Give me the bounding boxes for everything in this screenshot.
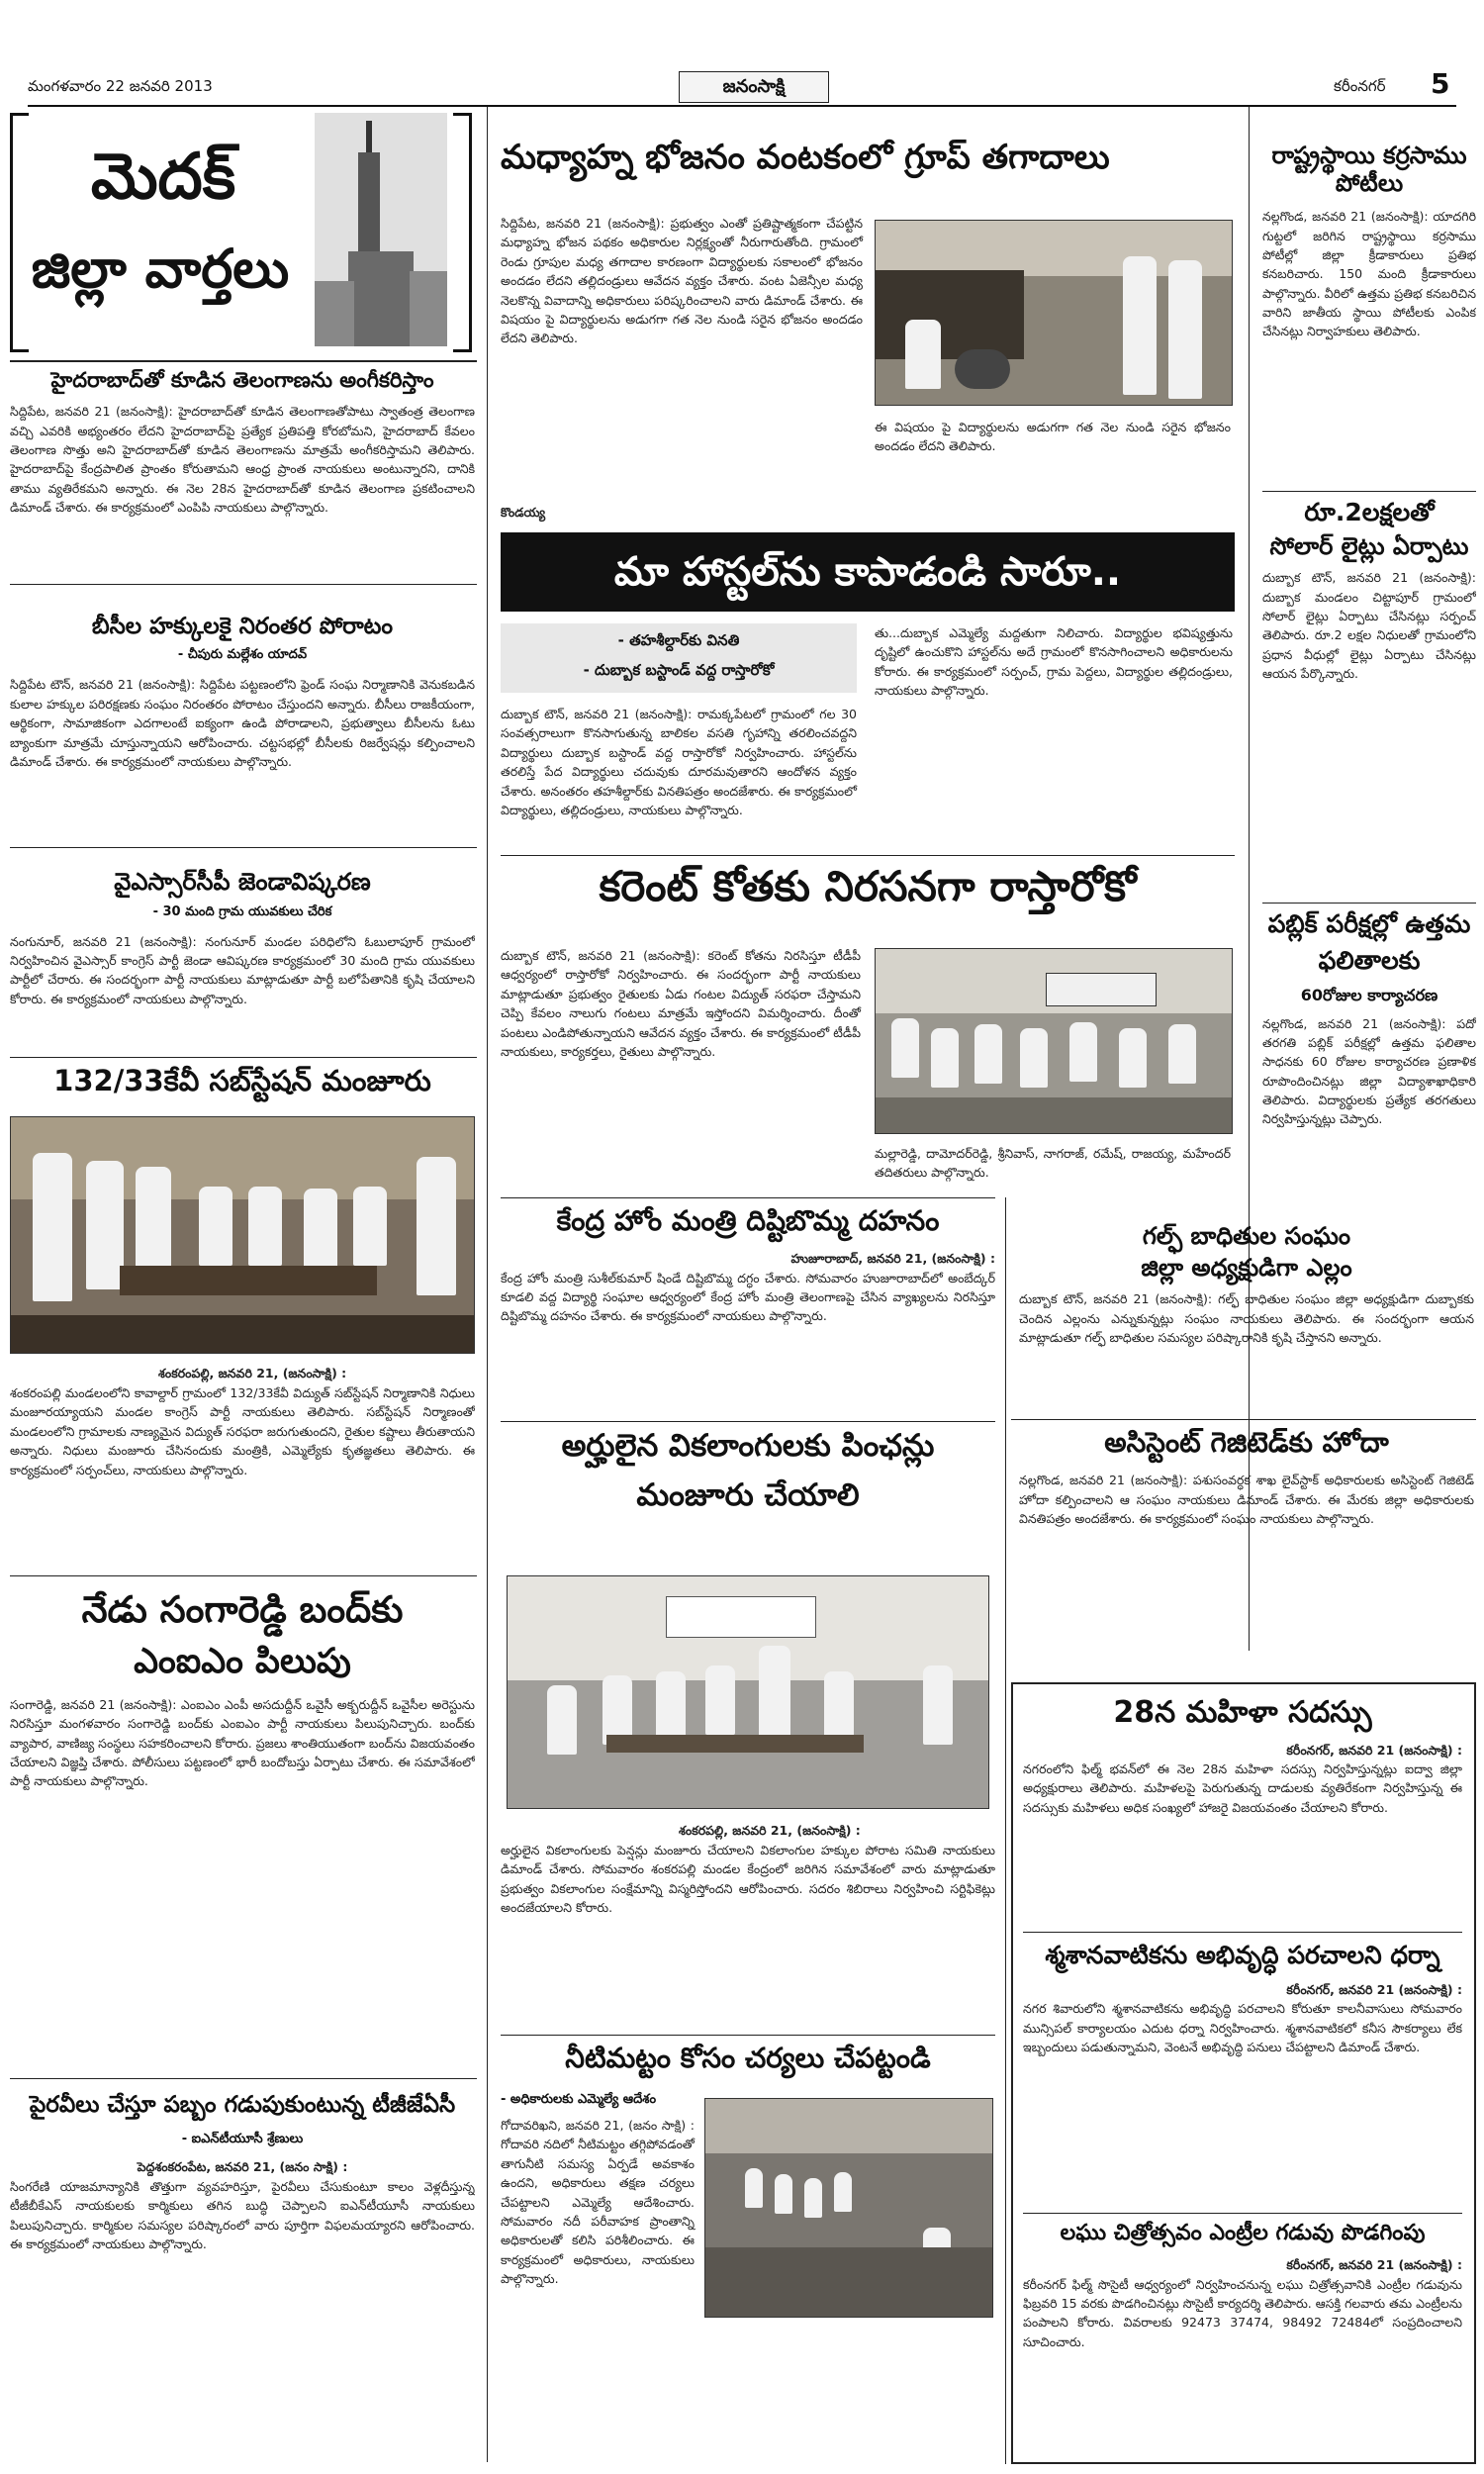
col1-story-6 bbox=[10, 2092, 475, 2468]
col3-s3-subhead: 60రోజుల కార్యాచరణ bbox=[1300, 985, 1438, 1004]
col2-s1-headline: మధ్యాహ్న భోజనం వంటకంలో గ్రూప్ తగాదాలు bbox=[501, 139, 1110, 177]
midday-meal-photo bbox=[875, 220, 1233, 406]
col1-s5-body: సంగారెడ్డి, జనవరి 21 (జనంసాక్షి): ఎంఐఎం ఎంపీ అసదుద్దీన్ ఒవైసీ అక్బరుద్దీన్ ఒవైసీల అరెస్టును నిరసిస్తూ మంగళవారం సంగారెడ్డి బంద్‌కు ఎంఐఎం పార్టీ నాయకులు పిలుపునిచ్చారు. బంద్‌కు వ్యాపార, వాణిజ్య సంస్థలు సహకరించాలని కోరారు. ప్రజలు శాంతియుతంగా బంద్‌ను విజయవంతం చేయాలని విజ్ఞప్తి చేశారు. పోలీసులు పట్టణంలో భారీ బందోబస్తు ఏర్పాటు చేశారు. ఈ సమావేశంలో పార్టీ నాయకులు పాల్గొన్నారు. bbox=[10, 1696, 475, 1789]
col1-s3-body: నంగునూర్, జనవరి 21 (జనంసాక్షి): నంగునూర్ మండల పరిధిలోని ఓబులాపూర్ గ్రామంలో నిర్వహించిన వైఎస్సార్ కాంగ్రెస్ పార్టీ జెండా ఆవిష్కరణ కార్యక్రమంలో 30 మంది గ్రామ యువకులు పార్టీలో చేరారు. ఈ సందర్భంగా పార్టీ నాయకులు మాట్లాడుతూ పార్టీ బలోపేతానికి కృషి చేయాలని కోరారు. ఈ కార్యక్రమంలో నాయకులు పాల్గొన్నారు. bbox=[10, 933, 475, 1006]
col3-s7-dateline: కరీంనగర్, జనవరి 21 (జనంసాక్షి) : bbox=[1286, 1981, 1462, 1997]
column-separator-1 bbox=[487, 107, 488, 2462]
col3-s7-body: నగర శివారులోని శ్మశానవాటికను అభివృద్ధి పరచాలని కోరుతూ కాలనీవాసులు సోమవారం మున్సిపల్ కార్యాలయం ఎదుట ధర్నా నిర్వహించారు. శ్మశానవాటికలో కనీస సౌకర్యాలు లేక ఇబ్బందులు పడుతున్నామని, వెంటనే అభివృద్ధి పనులు చేపట్టాలని డిమాండ్ చేశారు. bbox=[1023, 2001, 1462, 2054]
col3-story-6 bbox=[1023, 1696, 1462, 1924]
col3-s5-headline: అసిస్టెంట్ గెజిటెడ్‌కు హోదా bbox=[1104, 1427, 1389, 1459]
banner-subheads-box bbox=[501, 623, 857, 693]
col2-s5-byline: - అధికారులకు ఎమ్మెల్యే ఆదేశం bbox=[501, 2092, 657, 2107]
col3-story-8 bbox=[1023, 2221, 1462, 2454]
col1-s4-body: శంకరంపల్లి మండలంలోని కావాల్దార్ గ్రామంలో 132/33కేవీ విద్యుత్ సబ్‌స్టేషన్ నిర్మాణానికి నిధులు మంజూరయ్యాయని మండల కాంగ్రెస్ పార్టీ నాయకులు తెలిపారు. సబ్‌స్టేషన్ నిర్మాణంతో మండలంలోని గ్రామాలకు నాణ్యమైన విద్యుత్ సరఫరా జరుగుతుందని, రైతుల కష్టాలు తీరుతాయని అన్నారు. నిధులు మంజూరు చేసినందుకు మంత్రికి, ఎమ్మెల్యేకు కృతజ్ఞతలు తెలిపారు. ఈ కార్యక్రమంలో సర్పంచ్‌లు, నాయకులు పాల్గొన్నారు. bbox=[10, 1385, 475, 1477]
col2-s2-headline: కరెంట్ కోతకు నిరసనగా రాస్తారోకో bbox=[599, 863, 1137, 910]
col2-s4-headline: అర్హులైన వికలాంగులకు పింఛన్లు bbox=[561, 1429, 935, 1464]
col3-s8-body: కరీంనగర్ ఫిల్మ్ సొసైటీ ఆధ్వర్యంలో నిర్వహించనున్న లఘు చిత్రోత్సవానికి ఎంట్రీల గడువును ఫిబ్రవరి 15 వరకు పొడగించినట్లు సొసైటీ కార్యదర్శి తెలిపారు. ఆసక్తి గలవారు తమ ఎంట్రీలను పంపాలని కోరారు. వివరాలకు 92473 37474, 98492 72484లో సంప్రదించాలని సూచించారు. bbox=[1023, 2276, 1462, 2349]
page-number: 5 bbox=[1431, 67, 1450, 100]
col3-s3-body: నల్లగొండ, జనవరి 21 (జనంసాక్షి): పదో తరగతి పబ్లిక్ పరీక్షల్లో ఉత్తమ ఫలితాల సాధనకు 60 రోజుల కార్యాచరణ ప్రణాళిక రూపొందించినట్లు జిల్లా విద్యాశాఖాధికారి తెలిపారు. విద్యార్థులకు ప్రత్యేక తరగతులు నిర్వహిస్తున్నట్లు చెప్పారు. bbox=[1262, 1015, 1476, 1127]
col3-story-2 bbox=[1262, 499, 1476, 895]
col3-s4-headline: గల్ఫ్ బాధితుల సంఘం bbox=[1142, 1223, 1351, 1250]
col3-s6-dateline: కరీంనగర్, జనవరి 21 (జనంసాక్షి) : bbox=[1286, 1742, 1462, 1758]
col3-s4-body: దుబ్బాక టౌన్, జనవరి 21 (జనంసాక్షి): గల్ఫ్ బాధితుల సంఘం జిల్లా అధ్యక్షుడిగా దుబ్బాకకు చెందిన ఎల్లంను ఎన్నుకున్నట్లు సంఘం నాయకులు తెలిపారు. ఈ సందర్భంగా ఆయన మాట్లాడుతూ గల్ఫ్ బాధితుల సమస్యల పరిష్కారానికి కృషి చేస్తానని అన్నారు. bbox=[1019, 1291, 1474, 1345]
col1-s6-byline: - ఐఎన్‌టీయూసీ శ్రేణులు bbox=[181, 2132, 304, 2147]
col2-divider-1 bbox=[501, 855, 1235, 856]
col3-divider-3 bbox=[1011, 1419, 1476, 1420]
banner-subhead-2: - దుబ్బాక బస్టాండ్ వద్ద రాస్తారోకో bbox=[583, 661, 775, 679]
rasta-roko-photo bbox=[875, 948, 1233, 1134]
col2-story-2 bbox=[501, 863, 1235, 1189]
substation-meeting-photo bbox=[10, 1116, 475, 1354]
col2-divider-2 bbox=[501, 1197, 995, 1198]
col1-s1-body: సిద్దిపేట, జనవరి 21 (జనంసాక్షి): హైదరాబాద్‌తో కూడిన తెలంగాణతోపాటు స్వాతంత్ర తెలంగాణ వచ్చి ఎవరికి అభ్యంతరం లేదని హైదరాబాద్‌పై ప్రత్యేక ప్రతిపత్తి కోరబోమని, హైదరాబాద్ కేవలం తెలంగాణ సొత్తు అని హైదరాబాద్‌తో కూడిన తెలంగాణను మాత్రమే అంగీకరిస్తామని తెలిపారు. హైదరాబాద్‌పై కేంద్రపాలిత ప్రాంతం కోరుతామని ఆంధ్ర ప్రాంత నాయకులు అంటున్నారని, దానికి తాము వ్యతిరేకమని అన్నారు. ఈ నెల 28న హైదరాబాద్‌తో కూడిన తెలంగాణ ప్రకటించాలని డిమాండ్ చేశారు. ఈ కార్యక్రమంలో ఎంపిపి నాయకులు పాల్గొన్నారు. bbox=[10, 404, 475, 516]
river-inspection-photo bbox=[704, 2098, 993, 2318]
header-date: మంగళవారం 22 జనవరి 2013 bbox=[28, 77, 213, 95]
disabled-pension-meeting-photo bbox=[507, 1575, 989, 1809]
col1-s3-headline: వైఎస్సార్‌సీపీ జెండావిష్కరణ bbox=[114, 869, 371, 896]
col1-story-5 bbox=[10, 1589, 475, 2070]
banner-left-bracket bbox=[10, 113, 29, 352]
col1-story-3 bbox=[10, 869, 475, 1057]
col1-divider-1 bbox=[10, 360, 477, 362]
col1-divider-3 bbox=[10, 847, 477, 848]
col3-s7-headline: శ్మశానవాటికను అభివృద్ధి పరచాలని ధర్నా bbox=[1045, 1942, 1440, 1969]
col3-s6-body: నగరంలోని ఫిల్మ్ భవన్‌లో ఈ నెల 28న మహిళా సదస్సు నిర్వహిస్తున్నట్లు ఐద్వా జిల్లా అధ్యక్షురాలు తెలిపారు. మహిళలపై పెరుగుతున్న దాడులకు వ్యతిరేకంగా నిర్వహిస్తున్న ఈ సదస్సుకు మహిళలు అధిక సంఖ్యలో హాజరై విజయవంతం చేయాలని కోరారు. bbox=[1023, 1760, 1462, 1815]
masthead-logo: జనంసాక్షి bbox=[679, 71, 829, 103]
col3-s2-headline: రూ.2లక్షలతో bbox=[1304, 499, 1435, 526]
hostel-banner: మా హాస్టల్‌ను కాపాడండి సారూ.. bbox=[501, 532, 1235, 612]
col2-s1-body: సిద్దిపేట, జనవరి 21 (జనంసాక్షి): ప్రభుత్వం ఎంతో ప్రతిష్టాత్మకంగా చేపట్టిన మధ్యాహ్న భోజన పథకం అధికారుల నిర్లక్ష్యంతో నీరుగారుతోంది. గ్రామంలో రెండు గ్రూపుల మధ్య తగాదాల కారణంగా విద్యార్థులకు సకాలంలో భోజనం అందడం లేదని తల్లిదండ్రులు ఆవేదన వ్యక్తం చేశారు. వంట ఏజెన్సీల మధ్య నెలకొన్న వివాదాన్ని అధికారులు పరిష్కరించాలని వారు డిమాండ్ చేశారు. ఈ విషయం పై విద్యార్థులను అడుగగా గత నెల నుండి సరైన భోజనం అందడం లేదని తెలిపారు. bbox=[501, 216, 863, 346]
district-banner bbox=[10, 107, 475, 350]
banner-right-bracket bbox=[453, 113, 472, 352]
col1-s5-headline: నేడు సంగారెడ్డి బంద్‌కు bbox=[81, 1589, 404, 1631]
col3-s3-headline: పబ్లిక్ పరీక్షల్లో ఉత్తమ bbox=[1267, 910, 1471, 938]
col3-story-1 bbox=[1262, 143, 1476, 483]
col2-s3-headline: కేంద్ర హోం మంత్రి దిష్టిబొమ్మ దహనం bbox=[556, 1205, 940, 1237]
col2-s4-dateline: శంకరపల్లి, జనవరి 21, (జనంసాక్షి) : bbox=[679, 1823, 861, 1838]
col3-story-4 bbox=[1019, 1223, 1474, 1411]
col1-s4-headline: 132/33కేవీ సబ్‌స్టేషన్ మంజూరు bbox=[53, 1065, 431, 1097]
banner-subhead-1: - తహశీల్దార్‌కు వినతి bbox=[617, 631, 740, 649]
col2-s4-subheadline: మంజూరు చేయాలి bbox=[636, 1476, 860, 1513]
church-photo bbox=[315, 113, 447, 346]
col3-s3-headline-2: ఫలితాలకు bbox=[1318, 945, 1421, 975]
col3-left-separator bbox=[1005, 1197, 1006, 2464]
col3-s2-headline-2: సోలార్ లైట్లు ఏర్పాటు bbox=[1269, 531, 1469, 560]
col2-s1-author: కొండయ్య bbox=[501, 505, 546, 520]
col1-divider-6 bbox=[10, 2078, 477, 2079]
col2-s2-body: దుబ్బాక టౌన్, జనవరి 21 (జనంసాక్షి): కరెంట్ కోతను నిరసిస్తూ టీడీపీ ఆధ్వర్యంలో రాస్తారోకో నిర్వహించారు. ఈ సందర్భంగా పార్టీ నాయకులు మాట్లాడుతూ ప్రభుత్వం రైతులకు ఏడు గంటల విద్యుత్ సరఫరా చేస్తామని చెప్పి కేవలం నాలుగు గంటలు మాత్రమే ఇస్తోందని విమర్శించారు. దీంతో పంటలు ఎండిపోతున్నాయని ఆవేదన వ్యక్తం చేశారు. ఈ కార్యక్రమంలో టీడీపీ నాయకులు, కార్యకర్తలు, రైతులు పాల్గొన్నారు. bbox=[501, 948, 861, 1059]
col2-banner-body: దుబ్బాక టౌన్, జనవరి 21 (జనంసాక్షి): రామక్కపేటలో గ్రామంలో గల 30 సంవత్సరాలుగా కొనసాగుతున్న బాలికల వసతి గృహాన్ని తరలించవద్దని విద్యార్థులు దుబ్బాక బస్టాండ్ వద్ద రాస్తారోకో నిర్వహించారు. హాస్టల్‌ను తరలిస్తే పేద విద్యార్థులు చదువుకు దూరమవుతారని ఆందోళన వ్యక్తం చేశారు. అనంతరం తహశీల్దార్‌కు వినతిపత్రం అందజేశారు. ఈ కార్యక్రమంలో విద్యార్థులు, తల్లిదండ్రులు, నాయకులు పాల్గొన్నారు. bbox=[501, 707, 857, 817]
col2-s5-headline: నీటిమట్టం కోసం చర్యలు చేపట్టండి bbox=[565, 2043, 931, 2074]
col2-s2-body-continued: మల్లారెడ్డి, దామోదర్‌రెడ్డి, శ్రీనివాస్, నాగరాజ్, రమేష్, రాజయ్య, మహేందర్ తదితరులు పాల్గొన్నారు. bbox=[875, 1146, 1231, 1181]
col3-s1-headline: రాష్ట్రస్థాయి కర్రసాము పోటీలు bbox=[1271, 143, 1467, 197]
col2-s1-body-continued: ఈ విషయం పై విద్యార్థులను అడుగగా గత నెల నుండి సరైన భోజనం అందడం లేదని తెలిపారు. bbox=[875, 420, 1231, 454]
page-header bbox=[28, 67, 1456, 105]
col2-divider-4 bbox=[501, 2035, 995, 2036]
col3-s4-headline-2: జిల్లా అధ్యక్షుడిగా ఎల్లం bbox=[1141, 1253, 1352, 1282]
col2-s5-body: గోదావరిఖని, జనవరి 21, (జనం సాక్షి) : గోదావరి నదిలో నీటిమట్టం తగ్గిపోవడంతో తాగునీటి సమస్య ఏర్పడే అవకాశం ఉందని, అధికారులు తక్షణ చర్యలు చేపట్టాలని ఎమ్మెల్యే ఆదేశించారు. సోమవారం నదీ పరీవాహక ప్రాంతాన్ని అధికారులతో కలిసి పరిశీలించారు. ఈ కార్యక్రమంలో అధికారులు, నాయకులు పాల్గొన్నారు. bbox=[501, 2118, 695, 2286]
col3-divider-2 bbox=[1262, 903, 1476, 904]
col1-s6-dateline: పెద్దశంకరంపేట, జనవరి 21, (జనం సాక్షి) : bbox=[137, 2159, 348, 2175]
col2-s3-dateline: హుజూరాబాద్, జనవరి 21, (జనంసాక్షి) : bbox=[790, 1251, 995, 1267]
col3-divider-1 bbox=[1262, 491, 1476, 492]
col1-s1-headline: హైదరాబాద్‌తో కూడిన తెలంగాణను అంగీకరిస్తాం bbox=[50, 368, 434, 392]
col2-story-3 bbox=[501, 1205, 995, 1413]
banner-district-news: జిల్లా వార్తలు bbox=[31, 237, 290, 300]
col1-story-2 bbox=[10, 614, 475, 841]
col1-s2-body: సిద్దిపేట టౌన్, జనవరి 21 (జనంసాక్షి): సిద్దిపేట పట్టణంలోని ఫ్రెండ్ సంఘ నిర్మాణానికి వెనుకబడిన కులాల హక్కుల పరిరక్షణకు సంఘం నిరంతరం పోరాటం చేస్తుందని అన్నారు. బీసీలు రాజకీయంగా, ఆర్థికంగా, సామాజికంగా ఎదగాలంటే ఐక్యంగా ఉండి పోరాడాలని, ప్రభుత్వాలు బీసీలను ఓటు బ్యాంకుగా మాత్రమే చూస్తున్నాయని ఆరోపించారు. చట్టసభల్లో బీసీలకు రిజర్వేషన్లు కల్పించాలని డిమాండ్ చేశారు. ఈ కార్యక్రమంలో నాయకులు పాల్గొన్నారు. bbox=[10, 677, 475, 769]
col2-story-5 bbox=[501, 2043, 995, 2464]
col3-s8-headline: లఘు చిత్రోత్సవం ఎంట్రీల గడువు పొడగింపు bbox=[1060, 2221, 1426, 2245]
col2-story-1 bbox=[501, 139, 1233, 523]
col3-s8-dateline: కరీంనగర్, జనవరి 21 (జనంసాక్షి) : bbox=[1286, 2257, 1462, 2273]
col2-story-4 bbox=[501, 1429, 995, 2023]
col2-divider-3 bbox=[501, 1421, 995, 1422]
col1-divider-5 bbox=[10, 1575, 477, 1576]
col3-s6-headline: 28న మహిళా సదస్సు bbox=[1113, 1696, 1372, 1730]
col1-s3-byline: - 30 మంది గ్రామ యువకులు చేరిక bbox=[152, 904, 332, 919]
col1-s6-headline: పైరవీలు చేస్తూ పబ్బం గడుపుకుంటున్న టీజీజేఏసీ bbox=[29, 2092, 456, 2118]
col1-s5-subheadline: ఎంఐఎం పిలుపు bbox=[134, 1641, 351, 1681]
col2-banner-body-right: తు...దుబ్బాక ఎమ్మెల్యే మద్దతుగా నిలిచారు. విద్యార్థుల భవిష్యత్తును దృష్టిలో ఉంచుకొని హాస్టల్‌ను అదే గ్రామంలో కొనసాగించాలని అధికారులను కోరారు. ఈ కార్యక్రమంలో సర్పంచ్, గ్రామ పెద్దలు, విద్యార్థుల తల్లిదండ్రులు, నాయకులు పాల్గొన్నారు. bbox=[875, 625, 1233, 699]
col3-story-7 bbox=[1023, 1942, 1462, 2207]
col2-banner-story bbox=[501, 619, 1235, 853]
col1-s2-byline: - చీపురు మల్లేశం యాదవ్ bbox=[177, 647, 308, 663]
col1-story-1 bbox=[10, 368, 475, 580]
col1-divider-4 bbox=[10, 1057, 477, 1058]
col3-s2-body: దుబ్బాక టౌన్, జనవరి 21 (జనంసాక్షి): దుబ్బాక మండలం చిట్టాపూర్ గ్రామంలో సోలార్ లైట్లు ఏర్పాటు చేసినట్లు సర్పంచ్ తెలిపారు. రూ.2 లక్షల నిధులతో గ్రామంలోని ప్రధాన వీధుల్లో లైట్లు ఏర్పాటు చేసినట్లు ఆయన పేర్కొన్నారు. bbox=[1262, 570, 1476, 682]
col3-story-5 bbox=[1019, 1427, 1474, 1672]
col1-story-4 bbox=[10, 1065, 475, 1570]
col1-s4-dateline: శంకరంపల్లి, జనవరి 21, (జనంసాక్షి) : bbox=[158, 1366, 347, 1380]
col1-s2-headline: బీసీల హక్కులకై నిరంతర పోరాటం bbox=[91, 614, 394, 639]
col3-divider-4 bbox=[1023, 1932, 1462, 1933]
col2-s3-body: కేంద్ర హోం మంత్రి సుశీల్‌కుమార్ షిండే దిష్టిబొమ్మ దగ్ధం చేశారు. సోమవారం హుజూరాబాద్‌లో అంబేద్కర్ కూడలి వద్ద విద్యార్థి సంఘాల ఆధ్వర్యంలో కేంద్ర హోం మంత్రి తెలంగాణపై చేసిన వ్యాఖ్యలను నిరసిస్తూ దిష్టిబొమ్మ దహనం చేశారు. ఈ కార్యక్రమంలో నాయకులు పాల్గొన్నారు. bbox=[501, 1270, 995, 1324]
col1-divider-2 bbox=[10, 584, 477, 585]
col3-s5-body: నల్లగొండ, జనవరి 21 (జనంసాక్షి): పశుసంవర్ధక శాఖ లైవ్‌స్టాక్ అధికారులకు అసిస్టెంట్ గెజిటెడ్ హోదా కల్పించాలని ఆ సంఘం నాయకులు డిమాండ్ చేశారు. ఈ మేరకు జిల్లా అధికారులకు వినతిపత్రం అందజేశారు. ఈ కార్యక్రమంలో సంఘం నాయకులు పాల్గొన్నారు. bbox=[1019, 1473, 1474, 1526]
header-edition: కరీంనగర్ bbox=[1334, 77, 1386, 95]
col3-s1-body: నల్లగొండ, జనవరి 21 (జనంసాక్షి): యాదగిరి గుట్టలో జరిగిన రాష్ట్రస్థాయి కర్రసాము పోటీల్లో జిల్లా క్రీడాకారులు ప్రతిభ కనబరిచారు. 150 మంది క్రీడాకారులు పాల్గొన్నారు. వీరిలో ఉత్తమ ప్రతిభ కనబరిచిన వారిని జాతీయ స్థాయి పోటీలకు ఎంపిక చేసినట్లు నిర్వాహకులు తెలిపారు. bbox=[1262, 209, 1476, 339]
col1-s6-body: సింగరేణి యాజమాన్యానికి తొత్తుగా వ్యవహరిస్తూ, పైరవీలు చేసుకుంటూ కాలం వెళ్లదీస్తున్న టీజీబీకేఎస్ నాయకులకు కార్మికులు తగిన బుద్ధి చెప్పాలని ఐఎన్‌టీయూసీ నాయకులు పిలుపునిచ్చారు. కార్మికుల సమస్యల పరిష్కారంలో వారు పూర్తిగా విఫలమయ్యారని ఆరోపించారు. ఈ కార్యక్రమంలో నాయకులు పాల్గొన్నారు. bbox=[10, 2178, 475, 2251]
banner-district-name: మెదక్ bbox=[90, 140, 236, 214]
col3-divider-5 bbox=[1023, 2213, 1462, 2214]
col2-s4-body: అర్హులైన వికలాంగులకు పెన్షన్లు మంజూరు చేయాలని వికలాంగుల హక్కుల పోరాట సమితి నాయకులు డిమాండ్ చేశారు. సోమవారం శంకరపల్లి మండల కేంద్రంలో జరిగిన సమావేశంలో వారు మాట్లాడుతూ ప్రభుత్వం వికలాంగుల సంక్షేమాన్ని విస్మరిస్తోందని ఆరోపించారు. సదరం శిబిరాలు నిర్వహించి సర్టిఫికెట్లు అందజేయాలని కోరారు. bbox=[501, 1843, 995, 1916]
